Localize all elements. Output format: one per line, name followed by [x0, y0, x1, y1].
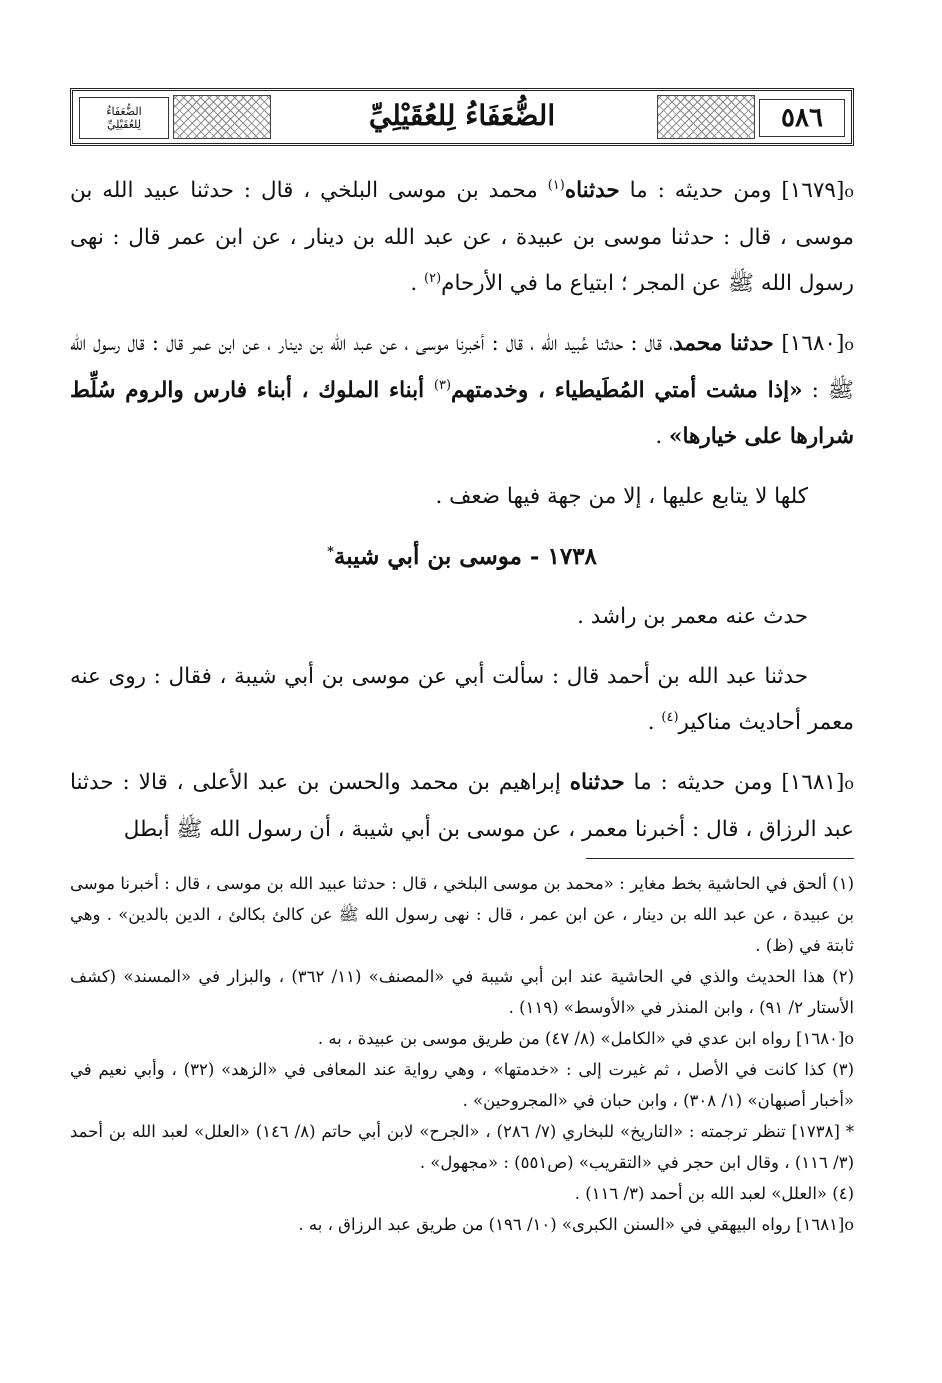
hadith-1680: o[١٦٨٠] حدثنا محمد، قال : حدثنا عُبيد الله ، قال : أخبرنا موسى ، عن عبد الله بن دينار ، عن ابن عمر قال : قال رسول الله ﷺ : «إذا مشت أمتي المُطَيطياء ، وخدمتهم$^{(٣)}$ أبناء الملوك ، أبناء فارس والروم سُلِّط شرارها على خيارها» .: [70, 331, 855, 449]
footnote-ref: (٢): [424, 270, 442, 286]
footnote-2: (٢) هذا الحديث والذي في الحاشية عند ابن أبي شيبة في «المصنف» (١١/ ٣٦٢) ، والبزار في «المسند» (كشف الأستار ٢/ ٩١) ، وابن المنذر في «الأوسط» (١١٩) .: [70, 967, 854, 1017]
footnote-ref: (٣): [433, 377, 452, 393]
footnote-ref: (١): [547, 177, 565, 193]
page-number: ٥٨٦: [759, 99, 845, 137]
book-emblem: [79, 97, 169, 139]
takhrij-1680: o[١٦٨٠] رواه ابن عدي في «الكامل» (٨/ ٤٧) من طريق موسى بن عبيدة ، به .: [317, 1029, 854, 1048]
summary-line: كلها لا يتابع عليها ، إلا من جهة فيها ضعف .: [435, 484, 808, 509]
ornament-band-left: [173, 95, 271, 139]
hadith-number: [١٦٧٩]: [781, 178, 845, 203]
footnotes: [70, 868, 854, 1240]
book-page: [70, 88, 854, 1383]
emblem-line-1: الضُّعَفَاءُ: [106, 105, 142, 118]
footnote-separator: [586, 858, 854, 859]
ring-marker: o: [844, 335, 854, 354]
hadith-number: [١٦٨١]: [781, 770, 845, 795]
main-text: [70, 168, 854, 867]
emblem-line-2: لِلعُقَيْلِيِّ: [107, 118, 141, 131]
footnote-ref: (٤): [661, 709, 679, 725]
entry-heading: ١٧٣٨ - موسى بن أبي شيبة*: [327, 543, 597, 570]
ring-marker: o: [844, 182, 854, 201]
footnote-1: (١) ألحق في الحاشية بخط مغاير : «محمد بن موسى البلخي ، قال : حدثنا عبيد الله بن موسى ، قال : أخبرنا موسى بن عبيدة ، عن عبد الله بن دينار ، عن ابن عمر ، قال : نهى رسول الله ﷺ عن كالئ بكالئ ، الدين بالدين» . وهي ثابتة في (ظ) .: [70, 874, 854, 955]
narration-2: حدثنا عبد الله بن أحمد قال : سألت أبي عن موسى بن أبي شيبة ، فقال : روى عنه معمر أحاديث مناكير$^{(٤)}$ .: [70, 664, 854, 735]
book-title: الضُّعَفَاءُ لِلعُقَيْلِيِّ: [368, 99, 556, 132]
hadith-1679: o[١٦٧٩] ومن حديثه : ما حدثناه$^{(١)}$ محمد بن موسى البلخي ، قال : حدثنا عبيد الله بن موسى ، قال : حدثنا موسى بن عبيدة ، عن عبد الله بن دينار ، عن ابن عمر قال : نهى رسول الله ﷺ عن المجر ؛ ابتياع ما في الأرحام$^{(٢)}$ .: [70, 177, 854, 296]
ring-marker: o: [844, 774, 854, 793]
hadith-1681: o[١٦٨١] ومن حديثه : ما حدثناه إبراهيم بن محمد والحسن بن عبد الأعلى ، قالا : حدثنا عبد الرزاق ، قال : أخبرنا معمر ، عن موسى بن أبي شيبة ، أن رسول الله ﷺ أبطل: [70, 770, 854, 842]
takhrij-1681: o[١٦٨١] رواه البيهقي في «السنن الكبرى» (١٠/ ١٩٦) من طريق عبد الرزاق ، به .: [298, 1215, 854, 1234]
footnote-4: (٤) «العلل» لعبد الله بن أحمد (٣/ ١١٦) .: [574, 1184, 854, 1203]
narration-1: حدث عنه معمر بن راشد .: [577, 604, 808, 629]
hadith-number: [١٦٨٠]: [781, 331, 845, 356]
running-header: [70, 88, 854, 146]
biography-note: * [١٧٣٨] تنظر ترجمته : «التاريخ» للبخاري (٧/ ٢٨٦) ، «الجرح» لابن أبي حاتم (٨/ ١٤٦) «العلل» لعبد الله بن أحمد (٣/ ١١٦) ، وقال ابن حجر في «التقريب» (ص٥٥١) : «مجهول» .: [70, 1122, 855, 1172]
footnote-3: (٣) كذا كانت في الأصل ، ثم غيرت إلى : «خدمتها» ، وهي رواية عند المعافى في «الزهد» (٣٢) ، وأبي نعيم في «أخبار أصبهان» (١/ ٣٠٨) ، وابن حبان في «المجروحين» .: [70, 1060, 854, 1110]
